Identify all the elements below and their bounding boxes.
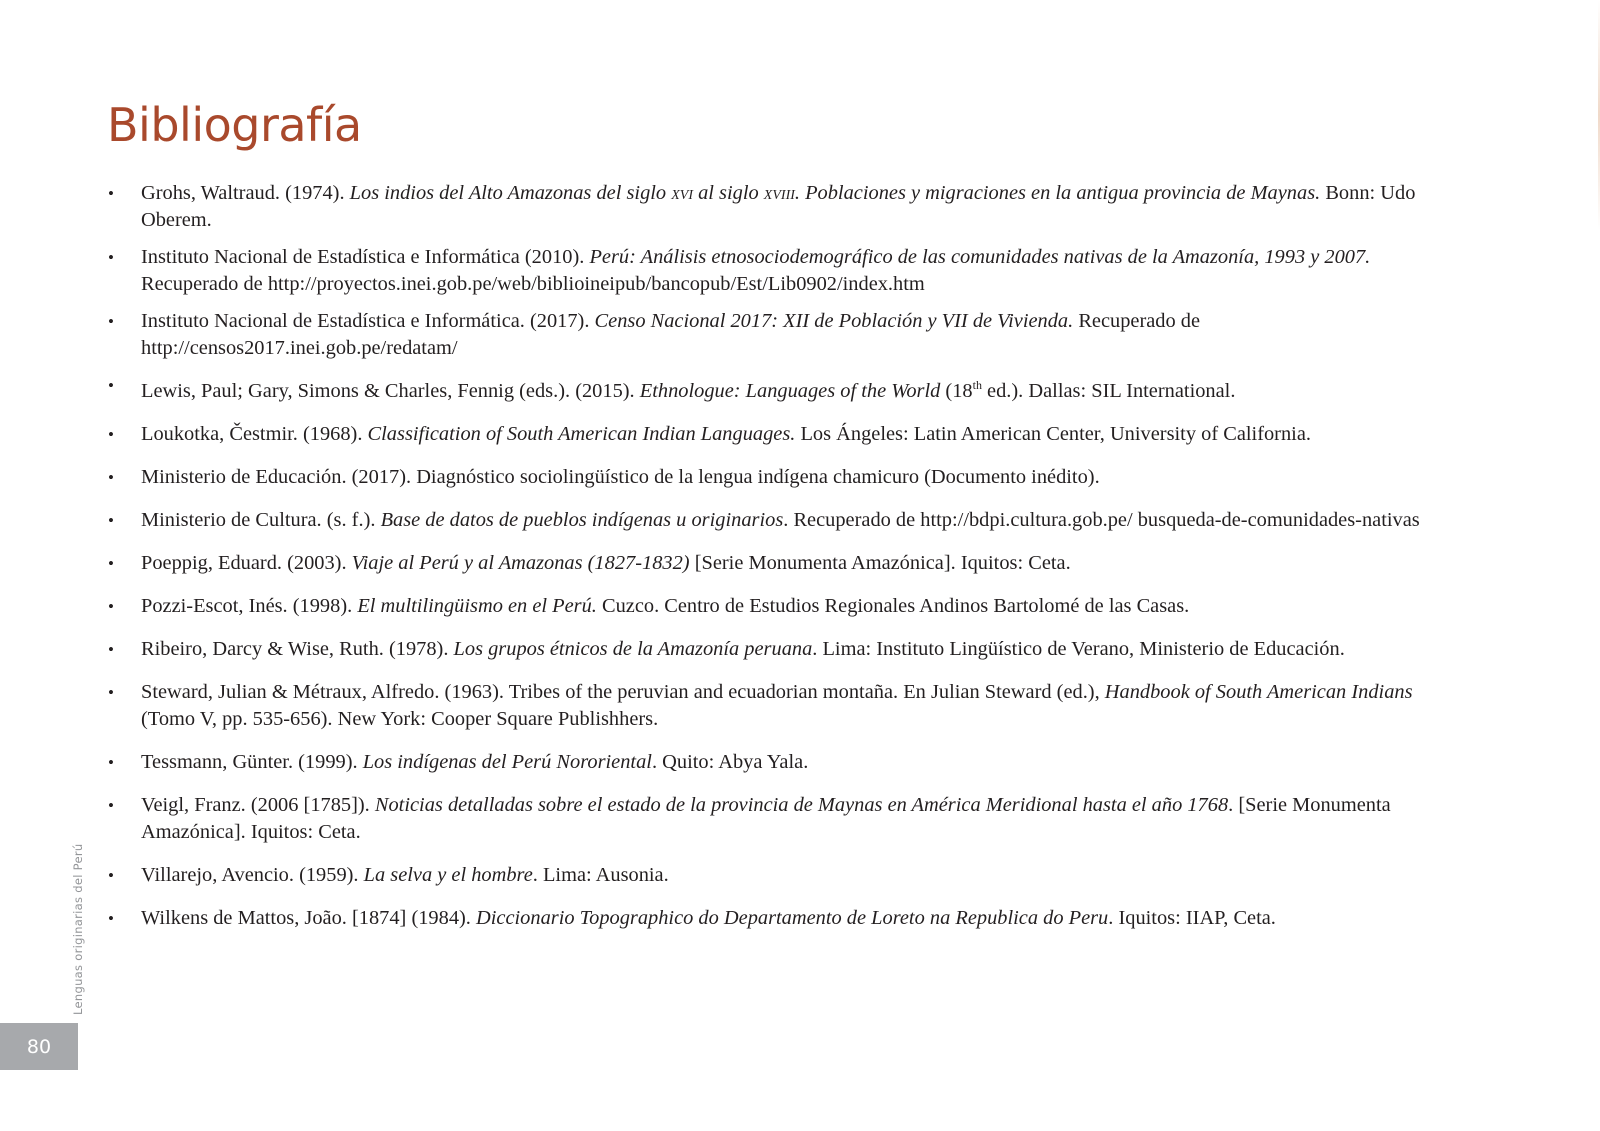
work-title: Los indios del Alto Amazonas del siglo xvi al siglo xviii. Poblaciones y migraciones en la antigua provincia de Maynas. <box>349 182 1321 204</box>
bibliography-entry: • Lewis, Paul; Gary, Simons & Charles, Fennig (eds.). (2015). Ethnologue: Languages of the World (18th ed.). Dallas: SIL International. <box>108 372 1428 405</box>
work-title: Noticias detalladas sobre el estado de la provincia de Maynas en América Meridional hasta el año 1768 <box>374 793 1229 816</box>
bibliography-list <box>108 180 1428 948</box>
work-title: Classification of South American Indian Languages. <box>367 422 796 445</box>
page-number: 80 <box>0 1023 78 1070</box>
work-title: Los indígenas del Perú Nororiental <box>362 750 652 773</box>
work-title: Ethnologue: Languages of the World <box>639 379 941 402</box>
work-title: La selva y el hombre <box>363 863 533 886</box>
bibliography-entry: • Loukotka, Čestmir. (1968). Classification of South American Indian Languages. Los Ángeles: Latin American Center, University of California. <box>108 421 1428 448</box>
bibliography-entry: • Steward, Julian & Métraux, Alfredo. (1963). Tribes of the peruvian and ecuadorian montaña. En Julian Steward (ed.), Handbook of South American Indians (Tomo V, pp. 535-656). New York: Cooper Square Publishhers. <box>108 679 1428 733</box>
bibliography-entry: • Grohs, Waltraud. (1974). Los indios del Alto Amazonas del siglo xvi al siglo xviii. Poblaciones y migraciones en la antigua provincia de Maynas. Bonn: Udo Oberem. <box>108 180 1428 234</box>
work-title: Perú: Análisis etnosociodemográfico de las comunidades nativas de la Amazonía, 1993 y 2007. <box>589 246 1371 268</box>
work-title: El multilingüismo en el Perú. <box>357 594 597 617</box>
running-section-label: Lenguas originarias del Perú <box>71 843 85 1015</box>
bibliography-entry: • Poeppig, Eduard. (2003). Viaje al Perú y al Amazonas (1827-1832) [Serie Monumenta Amazónica]. Iquitos: Ceta. <box>108 550 1428 577</box>
bibliography-entry: • Ribeiro, Darcy & Wise, Ruth. (1978). Los grupos étnicos de la Amazonía peruana. Lima: Instituto Lingüístico de Verano, Ministerio de Educación. <box>108 636 1428 663</box>
bibliography-entry: • Tessmann, Günter. (1999). Los indígenas del Perú Nororiental. Quito: Abya Yala. <box>108 749 1428 776</box>
bibliography-entry: • Veigl, Franz. (2006 [1785]). Noticias detalladas sobre el estado de la provincia de Maynas en América Meridional hasta el año 1768. [Serie Monumenta Amazónica]. Iquitos: Ceta. <box>108 792 1428 846</box>
work-title: Diccionario Topographico do Departamento de Loreto na Republica do Peru <box>476 906 1109 929</box>
bibliography-entry: • Instituto Nacional de Estadística e Informática. (2017). Censo Nacional 2017: XII de Población y VII de Vivienda. Recuperado de http://censos2017.inei.gob.pe/redatam/ <box>108 308 1428 362</box>
bibliography-entry: • Ministerio de Cultura. (s. f.). Base de datos de pueblos indígenas u originarios. Recuperado de http://bdpi.cultura.gob.pe/ busqueda-de-comunidades-nativas <box>108 507 1428 534</box>
bibliography-entry: • Ministerio de Educación. (2017). Diagnóstico sociolingüístico de la lengua indígena chamicuro (Documento inédito). <box>108 464 1428 491</box>
work-title: Base de datos de pueblos indígenas u originarios <box>380 508 784 531</box>
work-title: Handbook of South American Indians <box>1104 680 1413 703</box>
bibliography-entry: • Wilkens de Mattos, João. [1874] (1984). Diccionario Topographico do Departamento de Loreto na Republica do Peru. Iquitos: IIAP, Ceta. <box>108 905 1428 932</box>
work-title: Viaje al Perú y al Amazonas (1827-1832) <box>351 551 690 574</box>
work-title: Censo Nacional 2017: XII de Población y VII de Vivienda. <box>594 310 1074 332</box>
bibliography-entry: • Pozzi-Escot, Inés. (1998). El multilingüismo en el Perú. Cuzco. Centro de Estudios Regionales Andinos Bartolomé de las Casas. <box>108 593 1428 620</box>
page-title: Bibliografía <box>107 98 362 152</box>
work-title: Los grupos étnicos de la Amazonía peruana <box>453 637 813 660</box>
bibliography-entry: • Instituto Nacional de Estadística e Informática (2010). Perú: Análisis etnosociodemográfico de las comunidades nativas de la Amazonía, 1993 y 2007. Recuperado de http://proyectos.inei.gob.pe/web/biblioineipub/bancopub/Est/Lib0902/index.htm <box>108 244 1428 298</box>
bibliography-entry: • Villarejo, Avencio. (1959). La selva y el hombre. Lima: Ausonia. <box>108 862 1428 889</box>
